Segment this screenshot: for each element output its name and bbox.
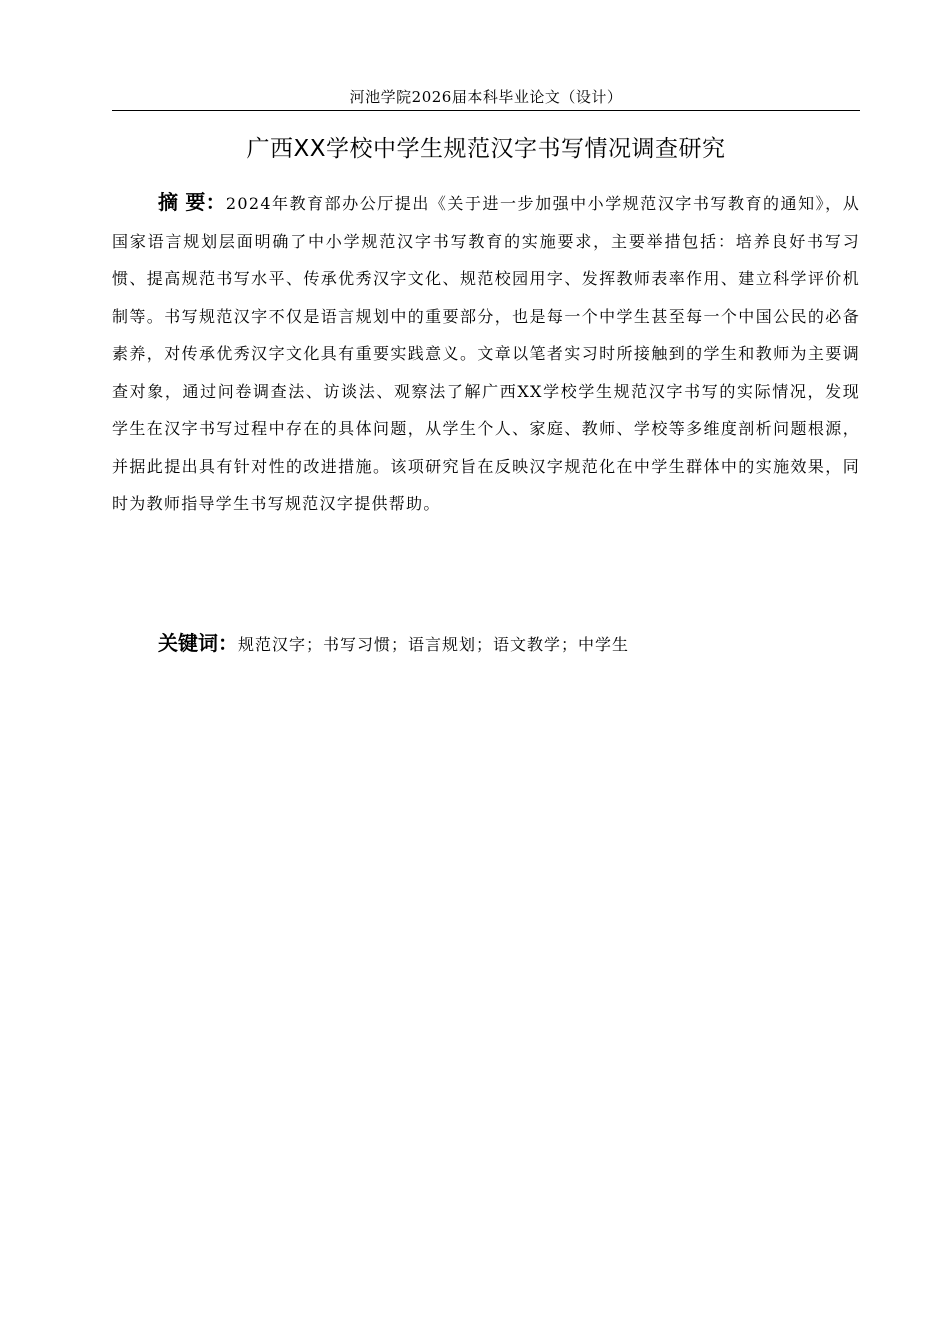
keywords-text: 规范汉字；书写习惯；语言规划；语文教学；中学生 xyxy=(238,635,630,654)
header-divider xyxy=(112,110,860,111)
abstract-label: 摘 要： xyxy=(158,190,226,214)
abstract-paragraph xyxy=(112,184,860,523)
keywords-line xyxy=(158,626,860,662)
abstract-text: 2024年教育部办公厅提出《关于进一步加强中小学规范汉字书写教育的通知》，从国家语言规划层面明确了中小学规范汉字书写教育的实施要求，主要举措包括：培养良好书写习惯、提高规范书写水平、传承优秀汉字文化、规范校园用字、发挥教师表率作用、建立科学评价机制等。书写规范汉字不仅是语言规划中的重要部分，也是每一个中学生甚至每一个中国公民的必备素养，对传承优秀汉字文化具有重要实践意义。文章以笔者实习时所接触到的学生和教师为主要调查对象，通过问卷调查法、访谈法、观察法了解广西XX学校学生规范汉字书写的实际情况，发现学生在汉字书写过程中存在的具体问题，从学生个人、家庭、教师、学校等多维度剖析问题根源，并据此提出具有针对性的改进措施。该项研究旨在反映汉字规范化在中学生群体中的实施效果，同时为教师指导学生书写规范汉字提供帮助。 xyxy=(112,194,860,513)
running-header: 河池学院2026届本科毕业论文（设计） xyxy=(349,88,623,106)
keywords-label: 关键词： xyxy=(158,631,238,655)
paper-title: 广西XX学校中学生规范汉字书写情况调查研究 xyxy=(246,136,726,162)
